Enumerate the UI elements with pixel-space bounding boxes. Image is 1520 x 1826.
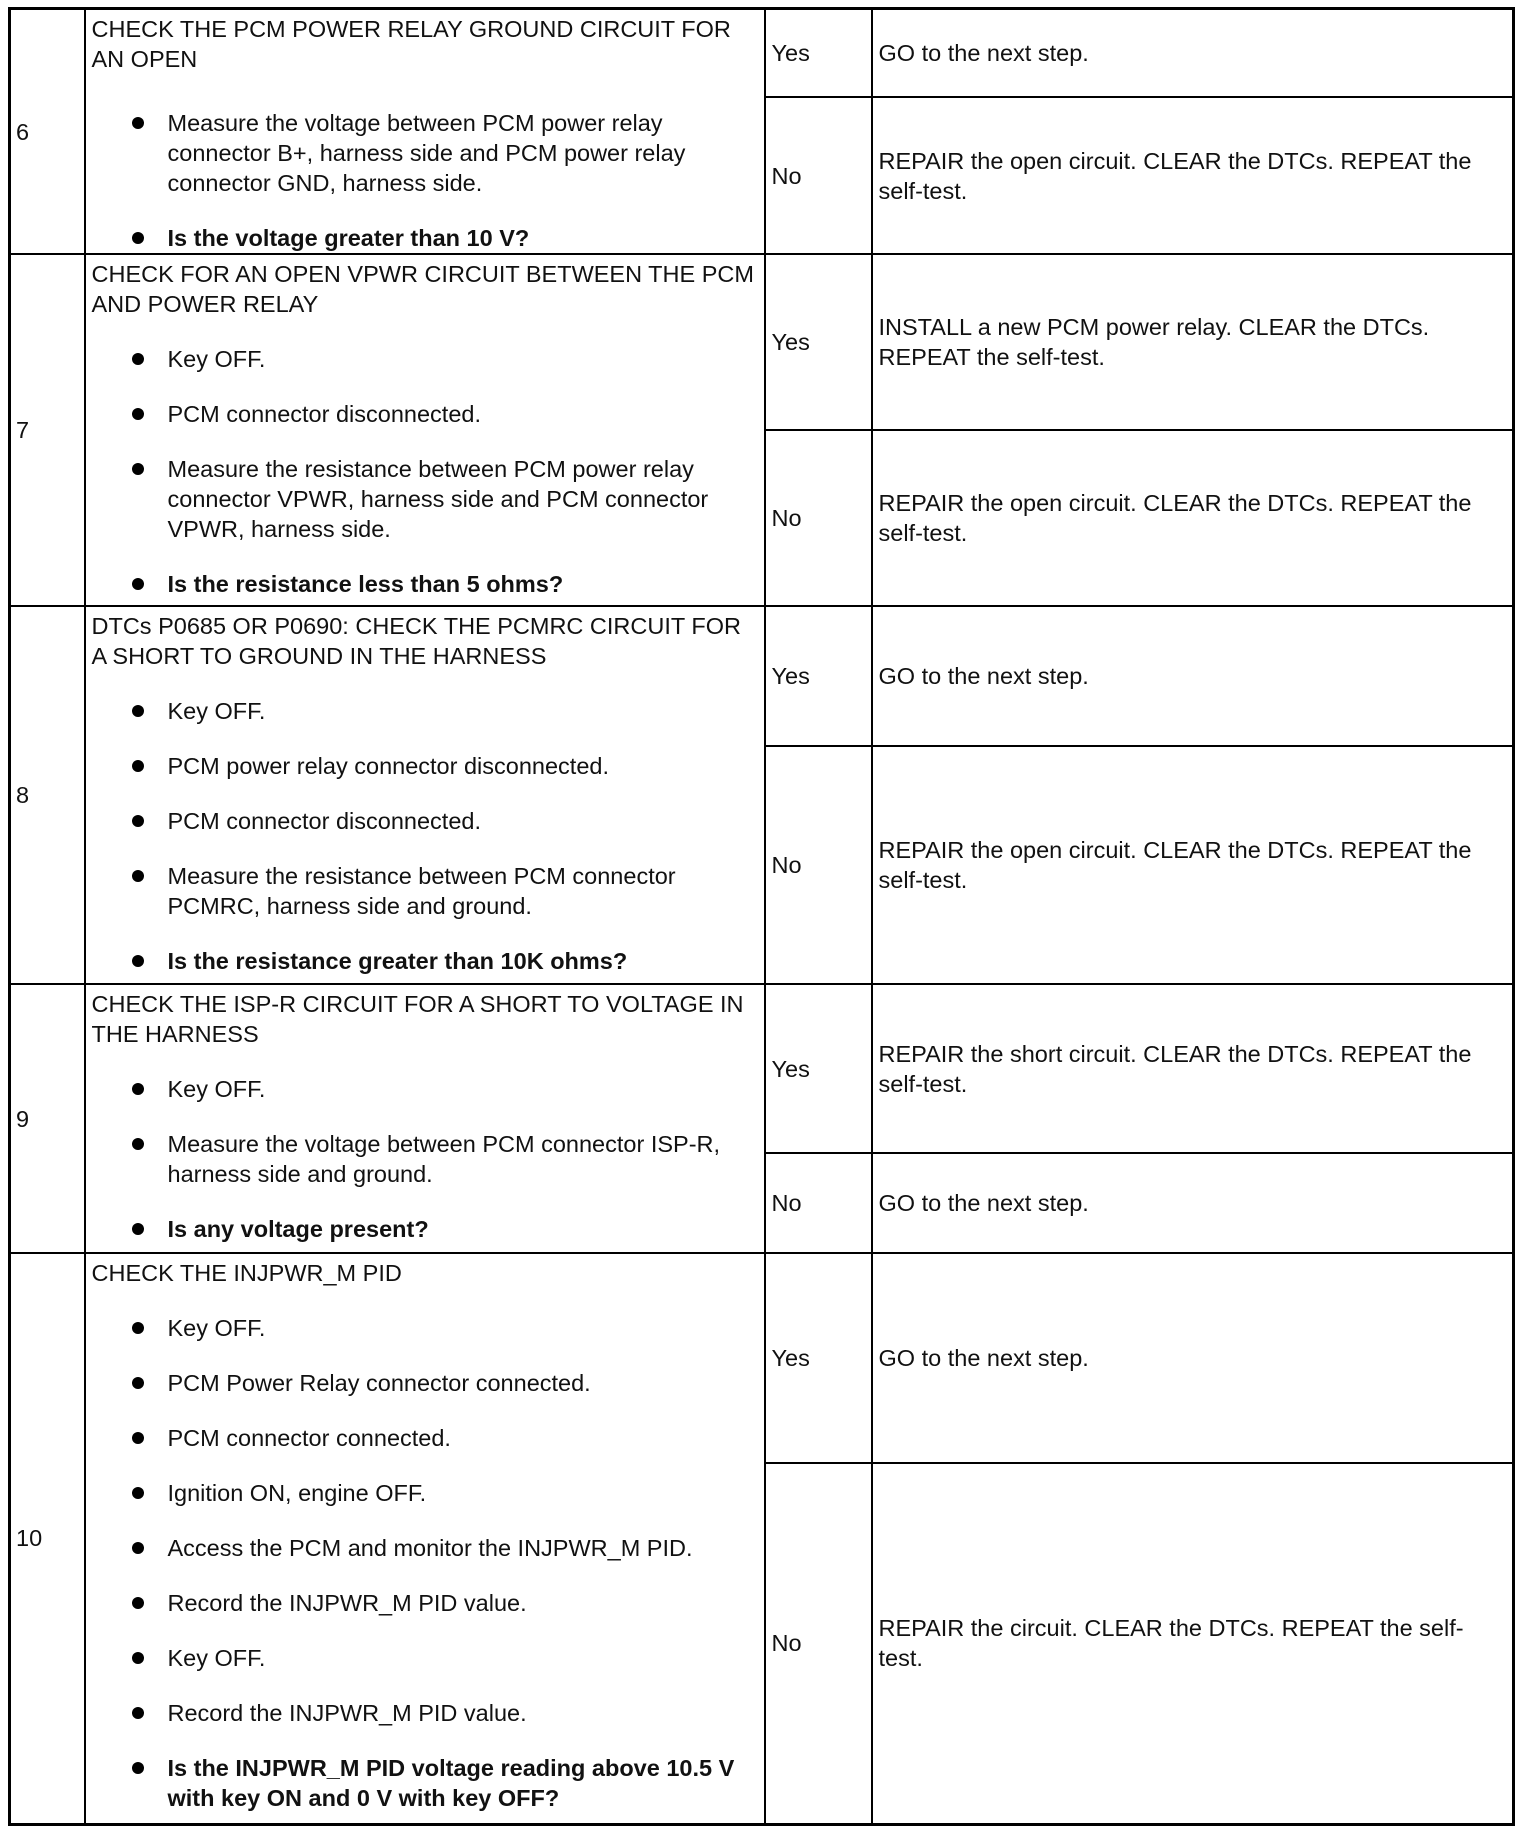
step-title: CHECK THE ISP-R CIRCUIT FOR A SHORT TO VOLTAGE IN THE HARNESS [91,991,744,1047]
step-number: 10 [10,1253,85,1824]
yes-result: INSTALL a new PCM power relay. CLEAR the DTCs. REPEAT the self-test. [872,254,1514,430]
step-number: 8 [10,606,85,984]
action-item: Key OFF. [92,1074,758,1104]
action-item: Ignition ON, engine OFF. [92,1478,758,1508]
action-item: Key OFF. [92,344,758,374]
yes-label: Yes [765,984,872,1153]
action-item: Key OFF. [92,1643,758,1673]
step-action-cell [85,984,765,1253]
yes-result: GO to the next step. [872,9,1514,98]
step-title: CHECK THE PCM POWER RELAY GROUND CIRCUIT FOR AN OPEN [91,16,731,72]
step-action-cell [85,606,765,984]
action-item: Record the INJPWR_M PID value. [92,1698,758,1728]
step-question: Is the INJPWR_M PID voltage reading above 10.5 V with key ON and 0 V with key OFF? [92,1753,758,1813]
step-9-yes-row [10,984,1514,1153]
yes-result: GO to the next step. [872,1253,1514,1463]
step-question: Is the resistance greater than 10K ohms? [92,946,758,976]
yes-result: GO to the next step. [872,606,1514,746]
step-question: Is the resistance less than 5 ohms? [92,569,758,599]
no-label: No [765,1153,872,1253]
step-title: CHECK THE INJPWR_M PID [91,1260,402,1286]
action-item: Measure the resistance between PCM power relay connector VPWR, harness side and PCM connector VPWR, harness side. [92,454,758,544]
action-item: Record the INJPWR_M PID value. [92,1588,758,1618]
step-title: DTCs P0685 OR P0690: CHECK THE PCMRC CIRCUIT FOR A SHORT TO GROUND IN THE HARNESS [91,613,741,669]
action-item: Key OFF. [92,1313,758,1343]
step-action-cell [85,254,765,606]
action-item: PCM connector disconnected. [92,399,758,429]
action-item: PCM power relay connector disconnected. [92,751,758,781]
step-number: 9 [10,984,85,1253]
yes-label: Yes [765,9,872,98]
step-title: CHECK FOR AN OPEN VPWR CIRCUIT BETWEEN THE PCM AND POWER RELAY [91,261,754,317]
no-label: No [765,746,872,984]
no-label: No [765,97,872,254]
yes-label: Yes [765,606,872,746]
step-question: Is any voltage present? [92,1214,758,1244]
action-item: PCM Power Relay connector connected. [92,1368,758,1398]
action-item: Access the PCM and monitor the INJPWR_M PID. [92,1533,758,1563]
step-10-yes-row [10,1253,1514,1463]
no-label: No [765,1463,872,1824]
step-8-yes-row [10,606,1514,746]
step-question: Is the voltage greater than 10 V? [92,223,758,253]
no-result: GO to the next step. [872,1153,1514,1253]
step-7-yes-row [10,254,1514,430]
action-item: Key OFF. [92,696,758,726]
action-item: PCM connector connected. [92,1423,758,1453]
diagnostic-steps-table [8,7,1515,1826]
action-item: Measure the voltage between PCM power relay connector B+, harness side and PCM power relay connector GND, harness side. [92,108,758,198]
step-number: 6 [10,9,85,255]
yes-result: REPAIR the short circuit. CLEAR the DTCs. REPEAT the self-test. [872,984,1514,1153]
step-6-yes-row [10,9,1514,98]
step-number: 7 [10,254,85,606]
no-result: REPAIR the open circuit. CLEAR the DTCs. REPEAT the self-test. [872,746,1514,984]
no-label: No [765,430,872,606]
no-result: REPAIR the open circuit. CLEAR the DTCs. REPEAT the self-test. [872,97,1514,254]
yes-label: Yes [765,1253,872,1463]
step-action-cell [85,9,765,255]
action-item: PCM connector disconnected. [92,806,758,836]
no-result: REPAIR the open circuit. CLEAR the DTCs. REPEAT the self-test. [872,430,1514,606]
step-action-cell [85,1253,765,1824]
action-item: Measure the voltage between PCM connector ISP-R, harness side and ground. [92,1129,758,1189]
no-result: REPAIR the circuit. CLEAR the DTCs. REPEAT the self-test. [872,1463,1514,1824]
action-item: Measure the resistance between PCM connector PCMRC, harness side and ground. [92,861,758,921]
yes-label: Yes [765,254,872,430]
